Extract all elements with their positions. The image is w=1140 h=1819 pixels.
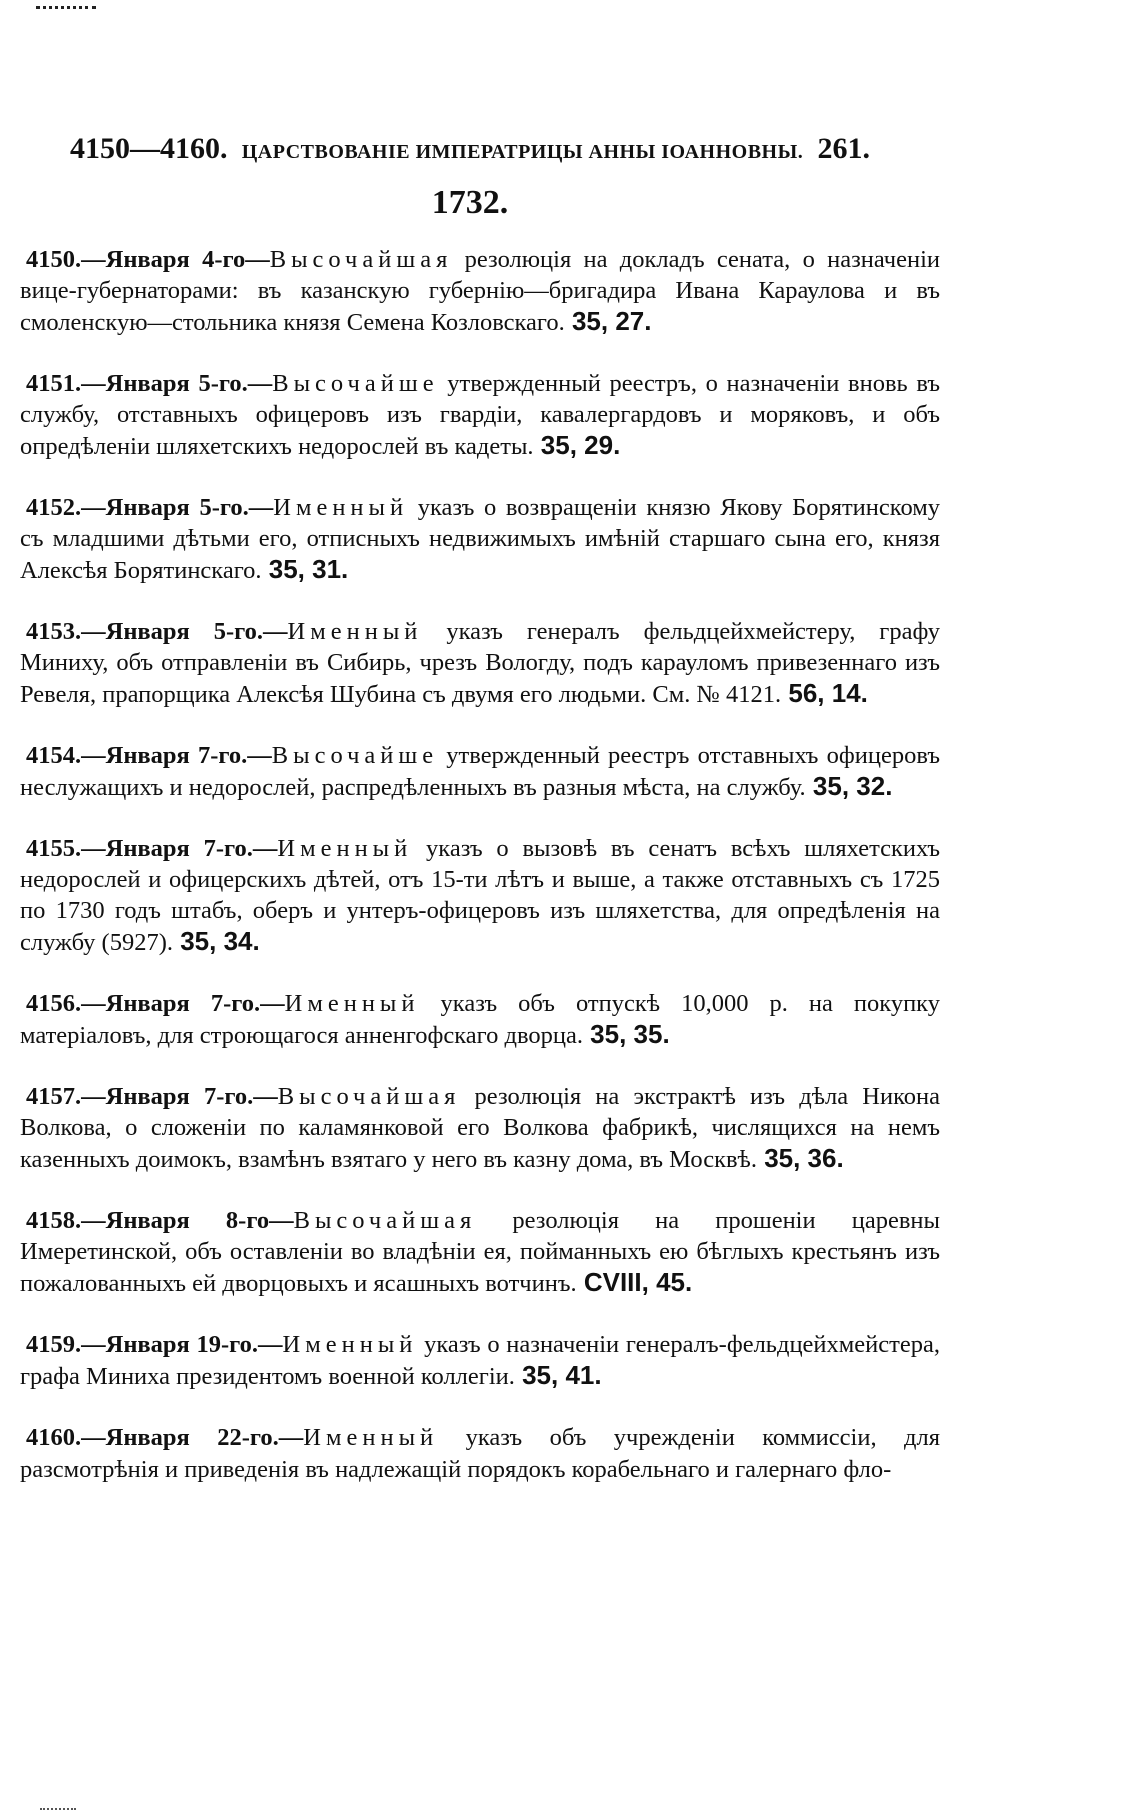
entry-type: Высочайшая <box>277 1083 461 1110</box>
entry-date: —Января 5-го.— <box>81 370 273 397</box>
entry-text: указъ о возвращеніи князю Якову Борятинскому съ младшими дѣтьми его, отписныхъ недвижимыхъ имѣній старшаго сына его, князя Алексѣя Борятинскаго. <box>20 494 940 584</box>
entry-number: 4155. <box>26 835 82 862</box>
entries-list <box>20 244 940 1515</box>
entry-type: Именный <box>284 990 420 1017</box>
entry-number: 4156. <box>26 990 82 1017</box>
running-head <box>70 132 870 172</box>
page-number: 261. <box>817 132 870 165</box>
entry-4157 <box>20 1081 940 1175</box>
entry-number: 4157. <box>26 1083 82 1110</box>
entry-4155 <box>20 833 940 958</box>
entry-type: Именный <box>287 618 423 645</box>
entry-number: 4160. <box>26 1424 82 1451</box>
entry-type: Именный <box>277 835 413 862</box>
entry-reference: 35, 32. <box>805 771 893 801</box>
entry-reference: 35, 31. <box>261 554 349 584</box>
entry-text: указъ объ учрежденіи коммиссіи, для разсмотрѣнія и приведенія въ надлежащій порядокъ корабельнаго и галернаго фло- <box>20 1424 940 1483</box>
entry-date: —Января 7-го.— <box>81 742 272 769</box>
entry-reference: 35, 34. <box>172 926 260 956</box>
entry-date: —Января 7-го.— <box>81 835 278 862</box>
entry-reference: 35, 35. <box>582 1019 670 1049</box>
entry-number: 4159. <box>26 1331 82 1358</box>
entry-number: 4158. <box>26 1207 82 1234</box>
entry-date: —Января 22-го.— <box>81 1424 304 1451</box>
entry-text: резолюція на экстрактѣ изъ дѣла Никона Волкова, о сложеніи по каламянковой его Волкова фабрикѣ, числящихся на немъ казенныхъ доимокъ, взамѣнъ взятаго у него въ казну дома, въ Москвѣ. <box>20 1083 940 1173</box>
entry-type: Высочайшая <box>293 1207 477 1234</box>
scan-artifact-bottom <box>40 1808 76 1814</box>
entry-type: Именный <box>273 494 409 521</box>
entry-4150 <box>20 244 940 338</box>
entry-text: указъ о назначеніи генералъ-фельдцейхмейстера, графа Миниха президентомъ военной коллегіи. <box>20 1331 940 1390</box>
entry-reference: 35, 29. <box>533 430 621 460</box>
entry-4153 <box>20 616 940 710</box>
entry-text: указъ объ отпускѣ 10,000 р. на покупку матеріаловъ, для строющагося анненгофскаго дворца. <box>20 990 940 1049</box>
entry-type: Высочайше <box>272 370 439 397</box>
entry-number: 4153. <box>26 618 82 645</box>
entry-text: резолюція на прошеніи царевны Имеретинской, объ оставленіи во владѣніи ея, пойманныхъ ею бѣглыхъ крестьянъ изъ пожалованныхъ ей дворцовыхъ и ясашныхъ вотчинъ. <box>20 1207 940 1297</box>
entry-reference: 35, 41. <box>514 1360 602 1390</box>
entry-reference: 35, 36. <box>756 1143 844 1173</box>
entry-date: —Января 19-го.— <box>81 1331 283 1358</box>
entry-4151 <box>20 368 940 462</box>
entry-date: —Января 5-го.— <box>81 618 288 645</box>
entry-number: 4151. <box>26 370 82 397</box>
entry-type: Высочайше <box>271 742 439 769</box>
entry-type: Высочайшая <box>269 246 453 273</box>
entry-4159 <box>20 1329 940 1392</box>
entry-text: указъ генералъ фельдцейхмейстеру, графу Миниху, объ отправленіи въ Сибирь, чрезъ Вологду, подъ карауломъ привезеннаго изъ Ревеля, прапорщика Алексѣя Шубина съ двумя его людьми. См. № 4121. <box>20 618 940 708</box>
entry-number: 4150. <box>26 246 82 273</box>
entry-reference: CVIII, 45. <box>576 1267 693 1297</box>
entry-number: 4152. <box>26 494 82 521</box>
entry-date: —Января 7-го.— <box>81 1083 278 1110</box>
entry-4154 <box>20 740 940 803</box>
entry-date: —Января 7-го.— <box>81 990 285 1017</box>
header-entry-range: 4150—4160. <box>70 132 228 165</box>
entry-4160 <box>20 1422 940 1485</box>
year-heading: 1732. <box>431 184 509 221</box>
entry-type: Именный <box>282 1331 418 1358</box>
entry-text: утвержденный реестръ отставныхъ офицеровъ неслужащихъ и недорослей, распредѣленныхъ въ разныя мѣста, на службу. <box>20 742 940 801</box>
entry-text: указъ о вызовѣ въ сенатъ всѣхъ шляхетскихъ недорослей и офицерскихъ дѣтей, отъ 15-ти лѣтъ и выше, а также отставныхъ съ 1725 по 1730 годъ штабъ, оберъ и унтеръ-офицеровъ изъ шляхетства, для опредѣленія на службу (5927). <box>20 835 940 956</box>
scan-artifact-top <box>36 6 96 15</box>
entry-text: утвержденный реестръ, о назначеніи вновь въ службу, отставныхъ офицеровъ изъ гвардіи, кавалергардовъ и моряковъ, и объ опредѣленіи шляхетскихъ недорослей въ кадеты. <box>20 370 940 460</box>
entry-4158 <box>20 1205 940 1299</box>
entry-text: резолюція на докладъ сената, о назначеніи вице-губернаторами: въ казанскую губернію—бригадира Ивана Караулова и въ смоленскую—стольника князя Семена Козловскаго. <box>20 246 940 336</box>
entry-4156 <box>20 988 940 1051</box>
entry-reference: 56, 14. <box>781 678 868 708</box>
entry-type: Именный <box>303 1424 439 1451</box>
entry-date: —Января 4-го— <box>81 246 270 273</box>
header-title: ЦАРСТВОВАНІЕ ИМПЕРАТРИЦЫ АННЫ ІОАННОВНЫ. <box>241 141 804 163</box>
entry-date: —Января 5-го.— <box>81 494 274 521</box>
entry-date: —Января 8-го— <box>81 1207 294 1234</box>
entry-reference: 35, 27. <box>564 306 652 336</box>
entry-4152 <box>20 492 940 586</box>
entry-number: 4154. <box>26 742 82 769</box>
